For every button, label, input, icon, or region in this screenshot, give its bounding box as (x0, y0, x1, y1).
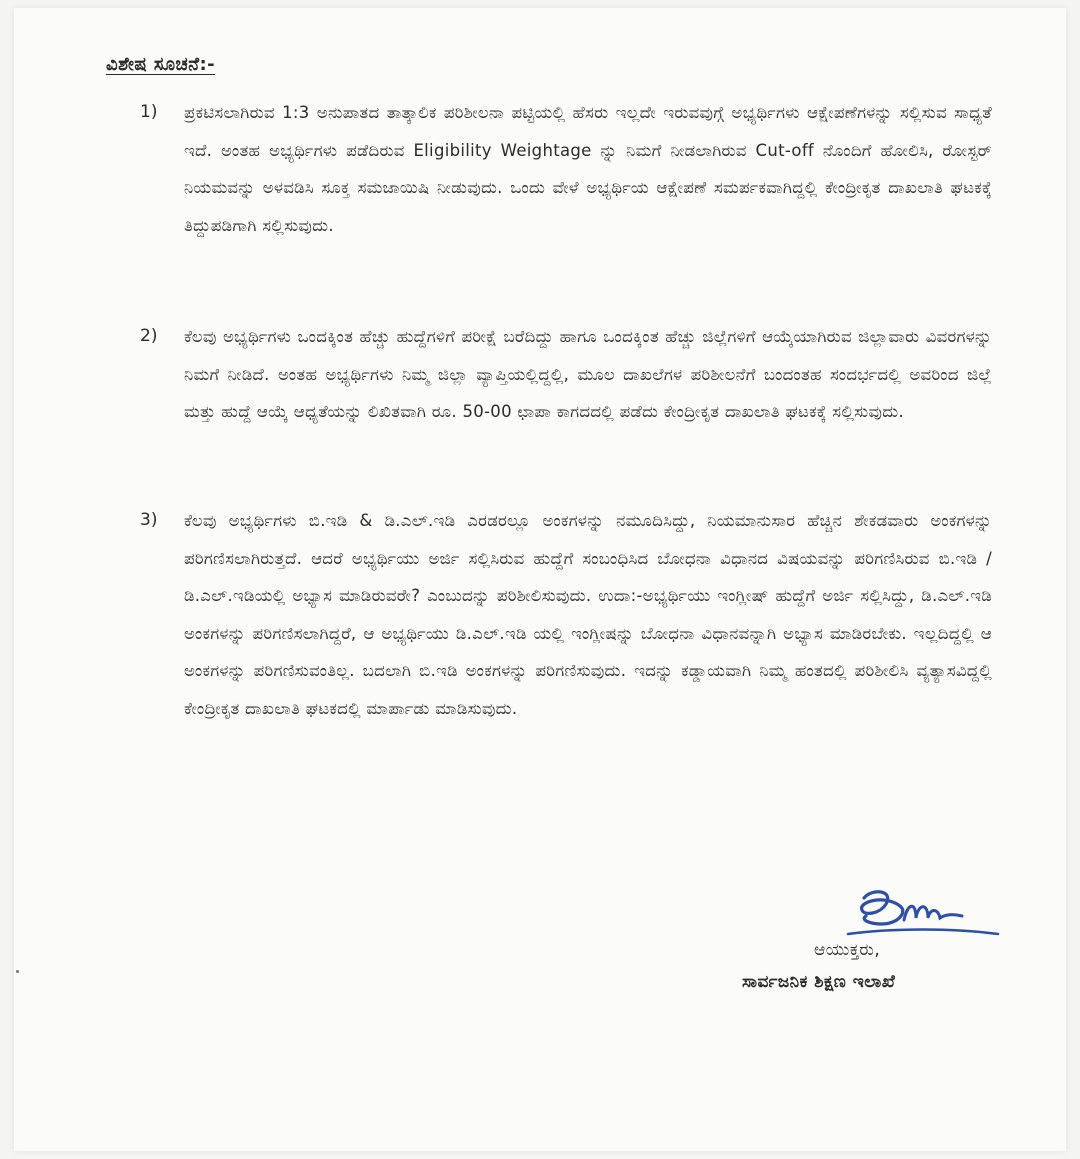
scan-speck (16, 970, 19, 973)
item-text: ಪ್ರಕಟಿಸಲಾಗಿರುವ 1:3 ಅನುಪಾತದ ತಾತ್ಕಾಲಿಕ ಪರಿಶೀಲನಾ ಪಟ್ಟಿಯಲ್ಲಿ ಹೆಸರು ಇಲ್ಲದೇ ಇರುವವುಗ್ಗೆ ಅಭ್ಯರ್ಥಿಗಳು ಆಕ್ಷೇಪಣೆಗಳನ್ನು ಸಲ್ಲಿಸುವ ಸಾಧ್ಯತೆ ಇದೆ. ಅಂತಹ ಅಭ್ಯರ್ಥಿಗಳು ಪಡೆದಿರುವ Eligibility Weightage ನ್ನು ನಿಮಗೆ ನೀಡಲಾಗಿರುವ Cut-off ನೊಂದಿಗೆ ಹೋಲಿಸಿ, ರೋಸ್ಟರ್ ನಿಯಮವನ್ನು ಅಳವಡಿಸಿ ಸೂಕ್ತ ಸಮಜಾಯಿಷಿ ನೀಡುವುದು. ಒಂದು ವೇಳೆ ಅಭ್ಯರ್ಥಿಯ ಆಕ್ಷೇಪಣೆ ಸಮರ್ಪಕವಾಗಿದ್ದಲ್ಲಿ ಕೇಂದ್ರೀಕೃತ ದಾಖಲಾತಿ ಘಟಕಕ್ಕೆ ತಿದ್ದುಪಡಿಗಾಗಿ ಸಲ್ಲಿಸುವುದು. (184, 103, 992, 235)
signatory-department: ಸಾರ್ವಜನಿಕ ಶಿಕ್ಷಣ ಇಲಾಖೆ (742, 972, 896, 992)
item-text: ಕೆಲವು ಅಭ್ಯರ್ಥಿಗಳು ಒಂದಕ್ಕಿಂತ ಹೆಚ್ಚು ಹುದ್ದೆಗಳಿಗೆ ಪರೀಕ್ಷೆ ಬರೆದಿದ್ದು ಹಾಗೂ ಒಂದಕ್ಕಿಂತ ಹೆಚ್ಚು ಜಿಲ್ಲೆಗಳಿಗೆ ಆಯ್ಕೆಯಾಗಿರುವ ಜಿಲ್ಲಾವಾರು ವಿವರಗಳನ್ನು ನಿಮಗೆ ನೀಡಿದೆ. ಅಂತಹ ಅಭ್ಯರ್ಥಿಗಳು ನಿಮ್ಮ ಜಿಲ್ಲಾ ವ್ಯಾಪ್ತಿಯಲ್ಲಿದ್ದಲ್ಲಿ, ಮೂಲ ದಾಖಲೆಗಳ ಪರಿಶೀಲನೆಗೆ ಬಂದಂತಹ ಸಂದರ್ಭದಲ್ಲಿ ಅವರಿಂದ ಜಿಲ್ಲೆ ಮತ್ತು ಹುದ್ದೆ ಆಯ್ಕೆ ಆಧ್ಯತೆಯನ್ನು ಲಿಖಿತವಾಗಿ ರೂ. 50-00 ಛಾಪಾ ಕಾಗದದಲ್ಲಿ ಪಡೆದು ಕೇಂದ್ರೀಕೃತ ದಾಖಲಾತಿ ಘಟಕಕ್ಕೆ ಸಲ್ಲಿಸುವುದು. (184, 327, 992, 421)
document-heading: ವಿಶೇಷ ಸೂಚನೆ:- (106, 54, 216, 75)
item-number: 3) (140, 510, 158, 530)
handwritten-signature (842, 884, 1002, 946)
item-number: 2) (140, 326, 158, 346)
document-page (14, 8, 1066, 1151)
signatory-title: ಆಯುಕ್ತರು, (814, 940, 881, 960)
item-number: 1) (140, 102, 158, 122)
list-item (140, 100, 992, 320)
item-text: ಕೆಲವು ಅಭ್ಯರ್ಥಿಗಳು ಬಿ.ಇಡಿ & ಡಿ.ಎಲ್.ಇಡಿ ಎರಡರಲ್ಲೂ ಅಂಕಗಳನ್ನು ನಮೂದಿಸಿದ್ದು, ನಿಯಮಾನುಸಾರ ಹೆಚ್ಚಿನ ಶೇಕಡವಾರು ಅಂಕಗಳನ್ನು ಪರಿಗಣಿಸಲಾಗಿರುತ್ತದೆ. ಆದರೆ ಅಭ್ಯರ್ಥಿಯು ಅರ್ಜಿ ಸಲ್ಲಿಸಿರುವ ಹುದ್ದೆಗೆ ಸಂಬಂಧಿಸಿದ ಬೋಧನಾ ವಿಧಾನದ ವಿಷಯವನ್ನು ಪರಿಗಣಿಸಿರುವ ಬಿ.ಇಡಿ / ಡಿ.ಎಲ್.ಇಡಿಯಲ್ಲಿ ಅಭ್ಯಾಸ ಮಾಡಿರುವರೇ? ಎಂಬುದನ್ನು ಪರಿಶೀಲಿಸುವುದು. ಉದಾ:-ಅಭ್ಯರ್ಥಿಯು ಇಂಗ್ಲೀಷ್ ಹುದ್ದೆಗೆ ಅರ್ಜಿ ಸಲ್ಲಿಸಿದ್ದು, ಡಿ.ಎಲ್.ಇಡಿ ಅಂಕಗಳನ್ನು ಪರಿಗಣಿಸಲಾಗಿದ್ದರೆ, ಆ ಅಭ್ಯರ್ಥಿಯು ಡಿ.ಎಲ್.ಇಡಿ ಯಲ್ಲಿ ಇಂಗ್ಲೀಷನ್ನು ಬೋಧನಾ ವಿಧಾನವನ್ನಾಗಿ ಅಭ್ಯಾಸ ಮಾಡಿರಬೇಕು. ಇಲ್ಲದಿದ್ದಲ್ಲಿ ಆ ಅಂಕಗಳನ್ನು ಪರಿಗಣಿಸುವಂತಿಲ್ಲ. ಬದಲಾಗಿ ಬಿ.ಇಡಿ ಅಂಕಗಳನ್ನು ಪರಿಗಣಿಸುವುದು. ಇದನ್ನು ಕಡ್ಡಾಯವಾಗಿ ನಿಮ್ಮ ಹಂತದಲ್ಲಿ ಪರಿಶೀಲಿಸಿ ವ್ಯತ್ಯಾಸವಿದ್ದಲ್ಲಿ ಕೇಂದ್ರೀಕೃತ ದಾಖಲಾತಿ ಘಟಕದಲ್ಲಿ ಮಾರ್ಪಾಡು ಮಾಡಿಸುವುದು. (184, 511, 992, 718)
list-item (140, 324, 992, 514)
list-item (140, 508, 992, 888)
